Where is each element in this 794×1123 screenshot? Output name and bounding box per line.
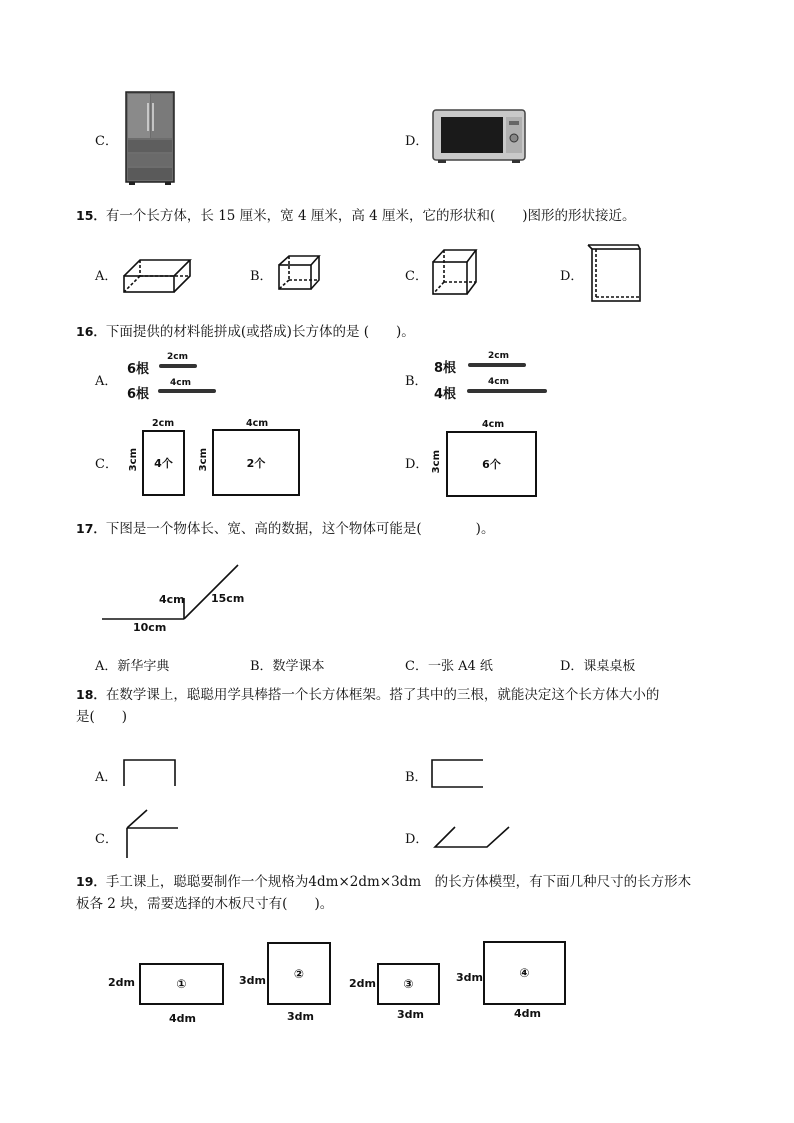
- board-number: ②: [293, 966, 305, 981]
- q16-option-a-label: A．: [95, 374, 118, 389]
- question-text-line1: 在数学课上，聪聪用学具棒搭一个长方体框架。搭了其中的三根，就能决定这个长方体大小的: [105, 687, 660, 703]
- flat-board-figure: [586, 243, 644, 303]
- rod-length: 2cm: [488, 351, 509, 361]
- question-16: [76, 321, 726, 343]
- q15-option-b-label: B．: [250, 269, 273, 284]
- rod-2cm: [468, 363, 526, 367]
- rod-4cm: [467, 389, 547, 393]
- board-3: [377, 963, 440, 1005]
- board-bottom-label: 3dm: [397, 1008, 424, 1021]
- question-15: [76, 205, 726, 227]
- cube-figure: [275, 253, 323, 291]
- question-19: [76, 871, 726, 915]
- question-text-line1: 手工课上，聪聪要制作一个规格为4dm×2dm×3dm 的长方体模型，有下面几种尺寸的长方形木: [105, 874, 692, 890]
- q17-option-c: C．一张 A4 纸: [405, 659, 493, 674]
- question-text: 有一个长方体，长 15 厘米，宽 4 厘米，高 4 厘米，它的形状和( )图形的形状接近。: [105, 208, 636, 224]
- board-1: [139, 963, 224, 1005]
- q14-option-d-label: D．: [405, 134, 429, 149]
- rod-count: 6根: [127, 387, 150, 402]
- q16-option-b-label: B．: [405, 374, 428, 389]
- box-height-label: 3cm: [431, 450, 442, 474]
- question-text-line2: 板各 2 块，需要选择的木板尺寸有( )。: [76, 896, 334, 912]
- board-bottom-label: 4dm: [169, 1012, 196, 1025]
- question-text: 下图是一个物体长、宽、高的数据，这个物体可能是( )。: [105, 521, 495, 537]
- board-side-label: 2dm: [349, 977, 376, 990]
- question-17: [76, 518, 726, 540]
- rod-length: 2cm: [167, 352, 188, 362]
- tall-cube-figure: [430, 248, 480, 296]
- box-height-label: 3cm: [128, 448, 139, 472]
- three-rods-figure-c: [122, 808, 180, 860]
- q15-option-a-label: A．: [95, 269, 118, 284]
- box-width-label: 4cm: [246, 418, 269, 429]
- width-label: 10cm: [133, 621, 167, 634]
- box-width-label: 2cm: [152, 418, 175, 429]
- rod-length: 4cm: [170, 378, 191, 388]
- question-number: 17．: [76, 521, 106, 536]
- three-rods-figure-d: [433, 825, 513, 849]
- q18-option-b-label: B．: [405, 770, 428, 785]
- q16-option-d-label: D．: [405, 457, 429, 472]
- board-4: [483, 941, 566, 1005]
- question-18: [76, 684, 726, 728]
- question-number: 16．: [76, 324, 106, 339]
- microwave-image: [432, 108, 526, 164]
- rect-piece-2x3: 4个: [142, 430, 185, 496]
- question-number: 15．: [76, 208, 106, 223]
- rod-2cm: [159, 364, 197, 368]
- board-bottom-label: 4dm: [514, 1007, 541, 1020]
- rod-4cm: [158, 389, 216, 393]
- q17-option-b: B．数学课本: [250, 659, 325, 674]
- board-number: ④: [519, 966, 530, 980]
- question-number: 18．: [76, 687, 106, 702]
- board-side-label: 3dm: [456, 971, 483, 984]
- question-number: 19．: [76, 874, 106, 889]
- board-side-label: 3dm: [239, 974, 266, 987]
- refrigerator-image: [124, 91, 176, 185]
- q18-option-d-label: D．: [405, 832, 429, 847]
- question-text: 下面提供的材料能拼成(或搭成)长方体的是 ( )。: [105, 324, 415, 340]
- box-width-label: 4cm: [482, 419, 505, 430]
- rod-length: 4cm: [488, 377, 509, 387]
- three-rods-figure-b: [430, 758, 486, 790]
- rod-count: 6根: [127, 362, 150, 377]
- rod-count: 4根: [434, 387, 457, 402]
- q17-option-d: D．课桌桌板: [560, 659, 636, 674]
- long-cuboid-figure: [120, 250, 190, 298]
- three-rods-figure-a: [122, 758, 178, 788]
- box-height-label: 3cm: [198, 448, 209, 472]
- question-text-line2: 是( ): [76, 709, 128, 725]
- rect-piece-4x3: 2个: [212, 429, 300, 496]
- rect-piece-4x3: 6个: [446, 431, 537, 497]
- q15-option-c-label: C．: [405, 269, 428, 284]
- height-label: 4cm: [159, 593, 185, 606]
- q14-option-c-label: C．: [95, 134, 118, 149]
- q15-option-d-label: D．: [560, 269, 584, 284]
- board-number: ③: [403, 977, 414, 991]
- board-side-label: 2dm: [108, 976, 135, 989]
- board-2: [267, 942, 331, 1005]
- length-label: 15cm: [211, 592, 245, 605]
- q16-option-c-label: C．: [95, 457, 118, 472]
- q18-option-a-label: A．: [95, 770, 118, 785]
- q18-option-c-label: C．: [95, 832, 118, 847]
- board-number: ①: [176, 977, 187, 991]
- q17-option-a: A．新华字典: [95, 659, 170, 674]
- board-bottom-label: 3dm: [287, 1010, 314, 1023]
- rod-count: 8根: [434, 361, 457, 376]
